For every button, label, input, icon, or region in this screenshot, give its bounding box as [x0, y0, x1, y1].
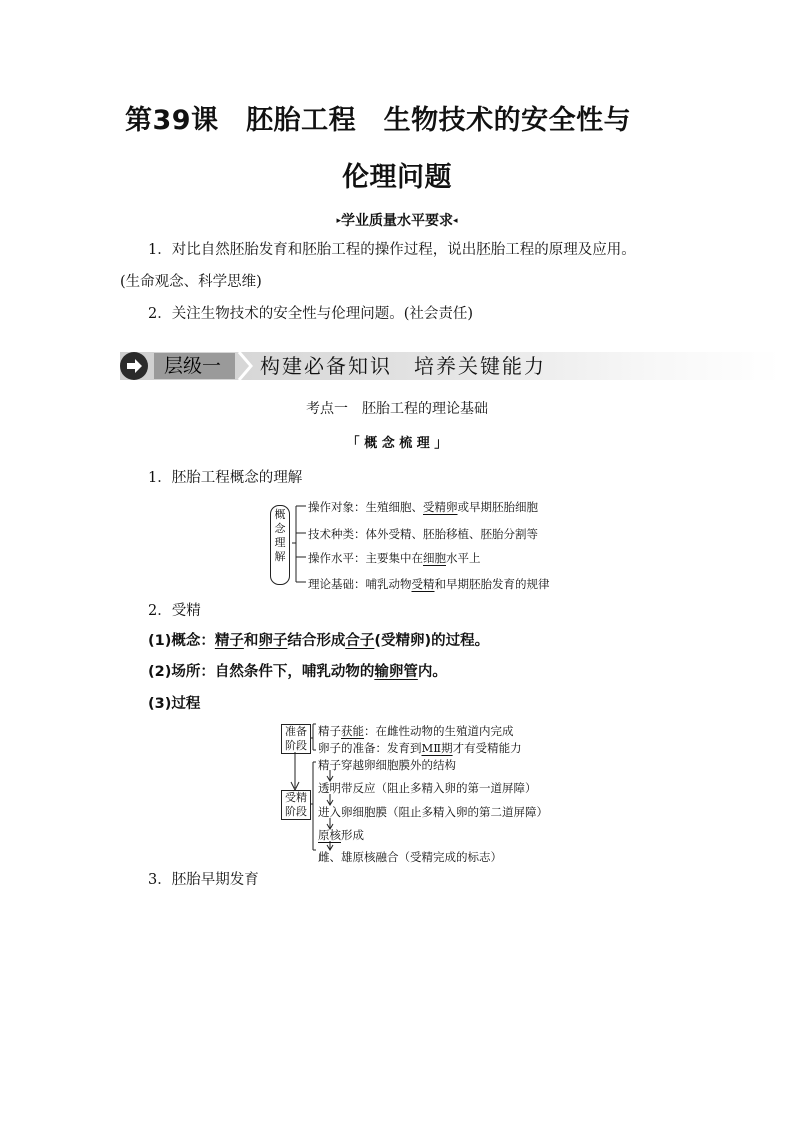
concept-center-box: 概 念 理 解 — [270, 505, 290, 585]
page-title-line1: 第39课 胚胎工程 生物技术的安全性与 — [125, 105, 632, 136]
banner-text: 构建必备知识 培养关键能力 — [260, 354, 546, 378]
prep-step-1: 精子获能：在雌性动物的生殖道内完成 — [318, 724, 514, 738]
fertilization-process-heading: (3)过程 — [148, 696, 201, 712]
fert-step-1: 精子穿越卵细胞膜外的结构 — [318, 758, 456, 772]
kaodian-heading: 考点一 胚胎工程的理论基础 — [306, 401, 488, 417]
section-banner — [120, 352, 780, 380]
fert-step-5: 雌、雄原核融合（受精完成的标志） — [318, 850, 502, 864]
triangle-left-icon: ◂ — [453, 216, 458, 226]
requirements-heading: ▸学业质量水平要求◂ — [336, 213, 458, 229]
concept-branch-4: 理论基础：哺乳动物受精和早期胚胎发育的规律 — [308, 577, 550, 591]
stage-fert-box: 受精 阶段 — [281, 790, 311, 820]
concept-branch-1: 操作对象：生殖细胞、受精卵或早期胚胎细胞 — [308, 500, 538, 514]
fertilization-concept: (1)概念：精子和卵子结合形成合子(受精卵)的过程。 — [148, 633, 490, 649]
page-title-line2: 伦理问题 — [342, 162, 452, 193]
concept-branch-3: 操作水平：主要集中在细胞水平上 — [308, 551, 481, 565]
requirement-item-1-line2: (生命观念、科学思维) — [120, 274, 262, 290]
fert-step-4: 原核形成 — [318, 828, 364, 842]
requirement-item-1-line1: 1．对比自然胚胎发育和胚胎工程的操作过程，说出胚胎工程的原理及应用。 — [148, 242, 636, 258]
fert-step-3: 进入卵细胞膜（阻止多精入卵的第二道屏障） — [318, 805, 548, 819]
fertilization-place: (2)场所：自然条件下，哺乳动物的输卵管内。 — [148, 664, 447, 680]
concept-brace — [290, 498, 310, 588]
item1-heading: 1．胚胎工程概念的理解 — [148, 470, 303, 486]
triangle-right-icon: ▸ — [336, 216, 341, 226]
stage-prep-box: 准备 阶段 — [281, 724, 311, 754]
arrow-circle-icon — [120, 352, 148, 380]
banner-level-label: 层级一 — [154, 353, 235, 379]
chevron-right-icon — [237, 352, 257, 380]
concept-heading: 「 概 念 梳 理 」 — [346, 436, 448, 451]
concept-branch-2: 技术种类：体外受精、胚胎移植、胚胎分割等 — [308, 527, 538, 541]
prep-step-2: 卵子的准备：发育到MⅡ期才有受精能力 — [318, 741, 522, 755]
item2-heading: 2．受精 — [148, 603, 201, 619]
fert-step-2: 透明带反应（阻止多精入卵的第一道屏障） — [318, 781, 537, 795]
requirement-item-2: 2．关注生物技术的安全性与伦理问题。(社会责任) — [148, 306, 474, 322]
item3-heading: 3．胚胎早期发育 — [148, 872, 259, 888]
